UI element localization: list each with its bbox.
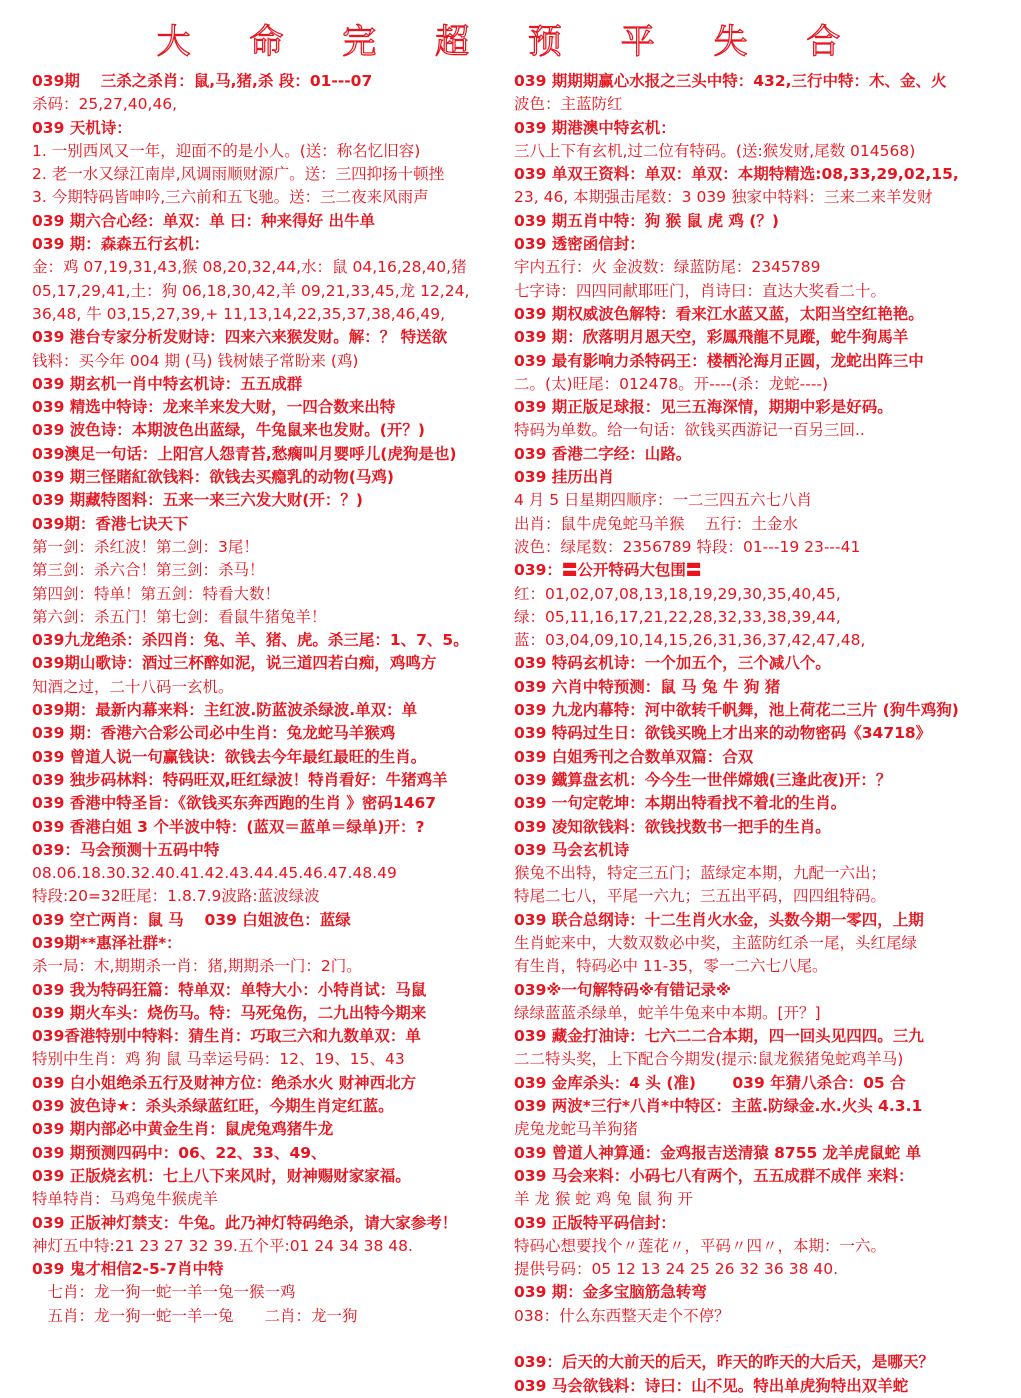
left-line: 039 空亡两肖：鼠 马 039 白姐波色：蓝绿 xyxy=(32,910,351,929)
right-line: 波色：主蓝防红 xyxy=(514,95,623,114)
right-line: 039 期正版足球报：见三五海深情，期期中彩是好码。 xyxy=(514,398,893,417)
left-line: 特单特肖：马鸡兔牛猴虎羊 xyxy=(32,1190,219,1209)
right-line: 039 单双王资料：单双：单双：本期特精选:08,33,29,02,15, xyxy=(514,165,959,184)
left-line: 039 正版烧玄机：七上八下来风时，财神赐财家家福。 xyxy=(32,1166,411,1185)
left-line: 第六剑：杀五门！第七剑：看鼠牛猪兔羊！ xyxy=(32,607,327,626)
right-line: 宇内五行：火 金波数：绿蓝防尾：2345789 xyxy=(514,258,821,277)
left-line: 039期：香港七诀天下 xyxy=(32,514,189,533)
right-line: 039 透密函信封： xyxy=(514,235,645,254)
left-line: 039 期火车头：烧伤马。特：马死兔伤，二九出特今期来 xyxy=(32,1003,427,1022)
left-line: 2. 老一水又绿江南岸,风调雨顺财源广。送：三四抑扬十顿挫 xyxy=(32,165,445,184)
right-line: 特码心想要找个〃莲花〃，平码〃四〃，本期：一六。 xyxy=(514,1236,887,1255)
right-line: 039 挂历出肖 xyxy=(514,468,614,487)
right-line: 4 月 5 日星期四顺序：一二三四五六七八肖 xyxy=(514,491,813,510)
left-line: 039 独步码林料：特码旺双,旺红绿波！特肖看好：牛猪鸡羊 xyxy=(32,770,448,789)
left-line: 08.06.18.30.32.40.41.42.43.44.45.46.47.48.49 xyxy=(32,864,397,883)
left-line: 039 期藏特图料：五来一来三六发大财(开：？) xyxy=(32,491,363,510)
left-line: 36,48, 牛 03,15,27,39,+ 11,13,14,22,35,37,38,46,49, xyxy=(32,304,446,323)
right-line: 039 一句定乾坤：本期出特看找不着北的生肖。 xyxy=(514,794,847,813)
right-line: 039 金库杀头：4 头 (准) 039 年猜八杀合：05 合 xyxy=(514,1073,906,1092)
right-line: 羊 龙 猴 蛇 鸡 兔 鼠 狗 开 xyxy=(514,1190,693,1209)
left-line: 039 白小姐绝杀五行及财神方位：绝杀水火 财神西北方 xyxy=(32,1073,417,1092)
left-line: 金：鸡 07,19,31,43,猴 08,20,32,44,水：鼠 04,16,28,40,猪 xyxy=(32,258,467,277)
right-line: 红：01,02,07,08,13,18,19,29,30,35,40,45, xyxy=(514,584,841,603)
right-line: 039 藏金打油诗：七六二二合本期，四一回头见四四。三九 xyxy=(514,1027,924,1046)
left-line: 039 期三怪賭紅欲钱料：欲钱去买瘾乳的动物(马鸡) xyxy=(32,468,394,487)
left-line: 039 期内部必中黄金生肖：鼠虎兔鸡猪牛龙 xyxy=(32,1120,334,1139)
left-line: 039香港特别中特料：猜生肖：巧取三六和九数单双：单 xyxy=(32,1027,421,1046)
right-line: 039 期期期赢心水报之三头中特：432,三行中特：木、金、火 xyxy=(514,72,947,90)
right-line: 七字诗：四四同献耶旺门，肖诗曰：直达大奖看二十。 xyxy=(514,281,887,300)
left-line: 039 正版神灯禁支：牛兔。此乃神灯特码绝杀，请大家参考！ xyxy=(32,1213,458,1232)
right-line: 039 马会欲钱料：诗曰：山不见。特出单虎狗特出双羊蛇 xyxy=(514,1376,909,1395)
left-line: 039 精选中特诗：龙来羊来发大财，一四合数来出特 xyxy=(32,398,396,417)
left-line: 杀一局：木,期期杀一肖：猪,期期杀一门：2门。 xyxy=(32,957,362,976)
right-line: 提供号码：05 12 13 24 25 26 32 36 38 40. xyxy=(514,1260,839,1279)
right-line: 猴兔不出特，特定三五门；蓝绿定本期，九配一六出； xyxy=(514,864,887,883)
left-line: 039 天机诗： xyxy=(32,118,132,137)
right-line: 039 期：欣落明月恩天空，彩鳳飛龍不見蹤，蛇牛狗馬羊 xyxy=(514,328,909,347)
right-line: 039 特码玄机诗：一个加五个，三个减八个。 xyxy=(514,654,831,673)
right-line: 特码为单数。给一句话：欲钱买西游记一百另三回.. xyxy=(514,421,865,440)
right-line: 039 九龙内幕特：河中欲转千帆舞，池上荷花二三片 (狗牛鸡狗) xyxy=(514,701,959,720)
left-column xyxy=(32,70,527,1328)
right-line: 039：后天的大前天的后天，昨天的昨天的大后天，是哪天？ xyxy=(514,1353,934,1372)
left-line: 第一剑：杀红波！第二剑：3尾！ xyxy=(32,537,259,556)
right-line: 039 六肖中特预测：鼠 马 兔 牛 狗 猪 xyxy=(514,677,781,696)
right-line: 039※一句解特码※有错记录※ xyxy=(514,980,732,999)
left-line: 第三剑：杀六合！第三剑：杀马！ xyxy=(32,561,265,580)
right-line: 039 鐵算盘玄机：今今生一世伴嫦娥(三逢此夜)开：？ xyxy=(514,770,892,789)
left-line: 知酒之过，二十八码一玄机。 xyxy=(32,677,234,696)
left-line: 特别中生肖：鸡 狗 鼠 马幸运号码：12、19、15、43 xyxy=(32,1050,405,1069)
right-line: 039：〓公开特码大包围〓 xyxy=(514,561,702,580)
right-line: 23, 46, 本期强击尾数：3 039 独家中特料：三来二来羊发财 xyxy=(514,188,933,207)
left-line: 039澳足一句话：上阳宫人怨青苔,愁瘸叫月婴呼儿(虎狗是也) xyxy=(32,444,457,463)
left-line: 钱料：买今年 004 期 (马) 钱树婊子常盼来 (鸡) xyxy=(32,351,359,370)
right-line: 039 凌知欲钱料：欲钱找数书一把手的生肖。 xyxy=(514,817,831,836)
left-line: 039期**惠泽社群*： xyxy=(32,933,182,952)
left-line: 039 期预测四码中：06、22、33、49、 xyxy=(32,1143,327,1162)
left-line: 039 波色诗★：杀头杀绿蓝红旺，今期生肖定红蓝。 xyxy=(32,1097,394,1116)
right-line: 039 香港二字经：山路。 xyxy=(514,444,692,463)
left-line: 039 期六合心经：单双：单 曰：种来得好 出牛单 xyxy=(32,211,376,230)
right-line: 039 期五肖中特：狗 猴 鼠 虎 鸡 (？) xyxy=(514,211,779,230)
left-line: 杀码：25,27,40,46, xyxy=(32,95,178,114)
left-line: 039 期：香港六合彩公司必中生肖：兔龙蛇马羊猴鸡 xyxy=(32,724,396,743)
right-line: 039 马会来料：小码七八有两个，五五成群不成伴 来料： xyxy=(514,1166,914,1185)
left-line: 039 港台专家分析发财诗：四来六来猴发财。解：？ 特送欲 xyxy=(32,328,448,347)
left-line: 039 曾道人说一句赢钱诀：欲钱去今年最红最旺的生肖。 xyxy=(32,747,427,766)
right-line: 虎兔龙蛇马羊狗猪 xyxy=(514,1120,639,1139)
right-line: 038：什么东西整天走个不停？ xyxy=(514,1306,730,1325)
right-line: 三八上下有玄机,过二位有特码。(送:猴发财,尾数 014568) xyxy=(514,141,916,160)
left-line: 五肖：龙一狗一蛇一羊一兔 二肖：龙一狗 xyxy=(32,1306,358,1325)
left-line: 039期 三杀之杀肖：鼠,马,猪,杀 段：01---07 xyxy=(32,72,373,90)
left-line: 039 期玄机一肖中特玄机诗：五五成群 xyxy=(32,374,303,393)
right-line: 039 曾道人神算通：金鸡报吉送清猿 8755 龙羊虎鼠蛇 单 xyxy=(514,1143,922,1162)
right-line: 二。(太)旺尾：012478。开----(杀：龙蛇----) xyxy=(514,374,829,393)
left-line: 039 鬼才相信2-5-7肖中特 xyxy=(32,1260,224,1279)
right-line: 039 期：金多宝脑筋急转弯 xyxy=(514,1283,707,1302)
right-line: 二二特头奖，上下配合今期发(提示:鼠龙猴猪兔蛇鸡羊马) xyxy=(514,1050,904,1069)
right-line: 039 期权威波色解特：看来江水蓝又蓝，太阳当空红艳艳。 xyxy=(514,304,924,323)
right-line: 特尾二七八，平尾一六九；三五出平码，四四组特码。 xyxy=(514,887,887,906)
left-line: 039期山歌诗：酒过三杯醉如泥，说三道四若白痴，鸡鸣方 xyxy=(32,654,437,673)
right-line: 039 特码过生日：欲钱买晚上才出来的动物密码《34718》 xyxy=(514,724,932,743)
right-line xyxy=(514,1328,1009,1351)
right-line: 生肖蛇来中，大数双数必中奖，主蓝防红杀一尾，头红尾绿 xyxy=(514,933,918,952)
right-line: 039 白姐秀刊之合数单双篇：合双 xyxy=(514,747,754,766)
right-line: 有生肖，特码必中 11-35，零一二六七八尾。 xyxy=(514,957,828,976)
left-line: 神灯五中特:21 23 27 32 39.五个平:01 24 34 38 48. xyxy=(32,1236,413,1255)
left-line: 特段:20=32旺尾：1.8.7.9波路:蓝波绿波 xyxy=(32,887,320,906)
right-line: 039 正版特平码信封： xyxy=(514,1213,676,1232)
left-line: 05,17,29,41,土：狗 06,18,30,42,羊 09,21,33,45,龙 12,24, xyxy=(32,281,470,300)
right-line: 绿绿蓝蓝杀绿单，蛇羊牛兔来中本期。[开？] xyxy=(514,1003,821,1022)
left-line: 039：马会预测十五码中特 xyxy=(32,840,220,859)
right-line: 绿：05,11,16,17,21,22,28,32,33,38,39,44, xyxy=(514,607,841,626)
left-line: 039 我为特码狂篇：特单双：单特大小：小特肖试：马鼠 xyxy=(32,980,427,999)
left-line: 039九龙绝杀：杀四肖：兔、羊、猪、虎。杀三尾：1、7、5。 xyxy=(32,631,469,650)
right-line: 波色：绿尾数：2356789 特段：01---19 23---41 xyxy=(514,537,861,556)
page-title: 大 命 完 超 预 平 失 合 xyxy=(156,22,865,62)
left-line: 第四剑：特单！第五剑：特看大数！ xyxy=(32,584,281,603)
left-line: 039 期：森森五行玄机： xyxy=(32,235,210,254)
left-line: 3. 今期特码皆呻吟,三六前和五飞驰。送：三二夜来风雨声 xyxy=(32,188,429,207)
right-line: 039 期港澳中特玄机： xyxy=(514,118,676,137)
left-line: 1. 一别西风又一年，迎面不的是小人。(送：称名忆旧容) xyxy=(32,141,421,160)
right-line: 蓝：03,04,09,10,14,15,26,31,36,37,42,47,48, xyxy=(514,631,866,650)
right-line: 039 最有影响力杀特码王：楼栖沦海月正圆，龙蛇出阵三中 xyxy=(514,351,924,370)
right-line: 039 联合总纲诗：十二生肖火水金，头数今期一零四，上期 xyxy=(514,910,924,929)
right-line: 039 马会玄机诗 xyxy=(514,840,630,859)
left-line: 039期：最新内幕来料：主红波.防蓝波杀绿波.单双：单 xyxy=(32,701,418,720)
left-line: 039 香港白姐 3 个半波中特：(蓝双＝蓝单＝绿单)开：? xyxy=(32,817,425,836)
right-column xyxy=(514,70,1009,1398)
right-line: 039 两波*三行*八肖*中特区：主蓝.防绿金.水.火头 4.3.1 xyxy=(514,1097,923,1116)
left-line: 039 香港中特圣旨：《欲钱买东奔西跑的生肖 》密码1467 xyxy=(32,794,437,813)
left-line: 039 波色诗：本期波色出蓝绿，牛兔鼠来也发财。(开？) xyxy=(32,421,425,440)
left-line: 七肖：龙一狗一蛇一羊一兔一猴一鸡 xyxy=(32,1283,296,1302)
right-line: 出肖：鼠牛虎兔蛇马羊猴 五行：土金水 xyxy=(514,514,798,533)
